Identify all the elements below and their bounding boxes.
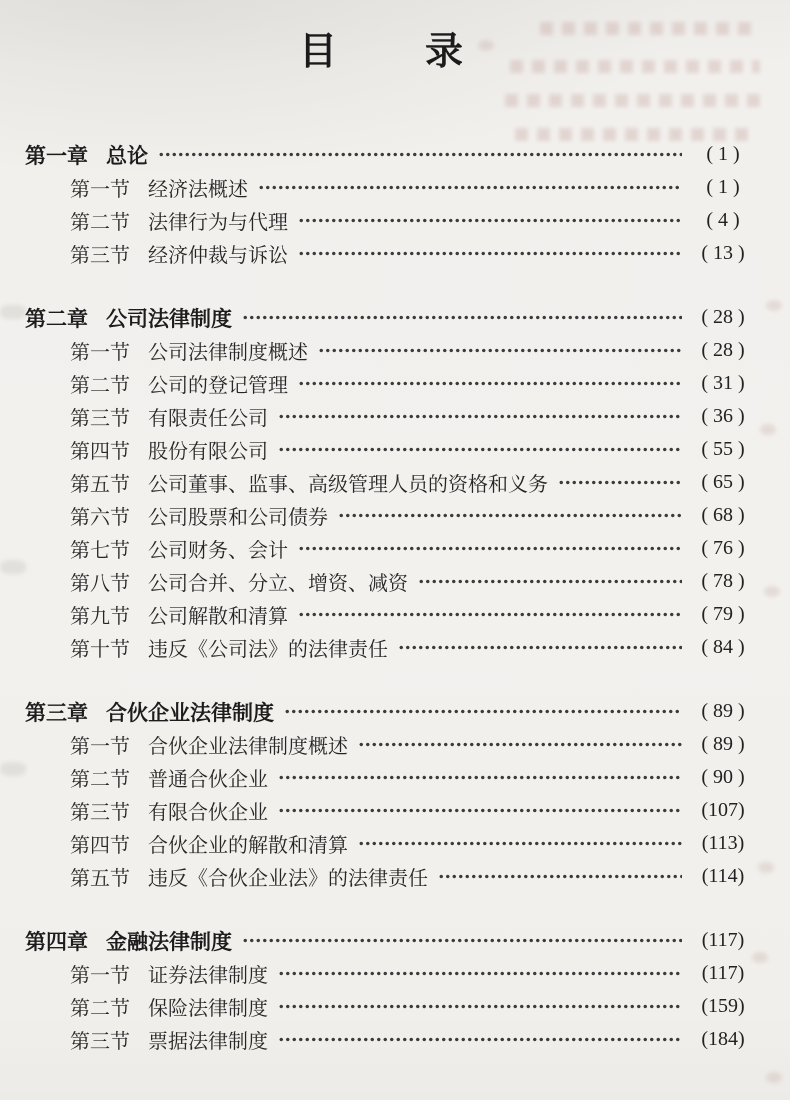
page-title: 目 录 (298, 31, 467, 73)
entry-page-number: (107) (701, 799, 745, 821)
entry-page-number: ( 13 ) (701, 242, 745, 264)
dot-leader (284, 695, 682, 728)
entry-page-number: ( 1 ) (706, 176, 740, 198)
toc-section-row (25, 631, 758, 664)
entry-page-number: ( 55 ) (701, 438, 745, 460)
toc-section-row (25, 204, 758, 237)
section-label: 第一节 (70, 736, 130, 758)
section-title: 保险法律制度 (148, 998, 268, 1020)
chapter-title: 金融法律制度 (106, 929, 232, 954)
entry-page-number: ( 65 ) (701, 471, 745, 493)
toc-section-row (25, 400, 758, 433)
section-label: 第三节 (70, 408, 130, 430)
bleedthrough-artifact (0, 762, 26, 776)
toc-section-row (25, 433, 758, 466)
entry-page-number: ( 28 ) (701, 339, 745, 361)
section-title: 违反《合伙企业法》的法律责任 (148, 868, 428, 890)
section-title: 公司法律制度概述 (148, 342, 308, 364)
toc-section-row (25, 466, 758, 499)
dot-leader (318, 334, 682, 367)
entry-page-number: ( 4 ) (706, 209, 740, 231)
dot-leader (298, 367, 682, 400)
dot-leader (358, 827, 682, 860)
toc-section-row (25, 860, 758, 893)
bleedthrough-artifact (764, 586, 780, 597)
section-title: 违反《公司法》的法律责任 (148, 639, 388, 661)
section-title: 公司财务、会计 (148, 540, 288, 562)
dot-leader (298, 237, 682, 270)
section-title: 有限责任公司 (148, 408, 268, 430)
chapter-label: 第三章 (25, 700, 88, 725)
section-label: 第二节 (70, 998, 130, 1020)
entry-page-number: ( 79 ) (701, 603, 745, 625)
bleedthrough-artifact (0, 305, 26, 319)
toc-section-row (25, 794, 758, 827)
bleedthrough-artifact (766, 300, 782, 311)
dot-leader (438, 860, 682, 893)
bleedthrough-artifact (505, 94, 760, 107)
section-title: 合伙企业法律制度概述 (148, 736, 348, 758)
chapter-label: 第四章 (25, 929, 88, 954)
section-title: 经济仲裁与诉讼 (148, 245, 288, 267)
entry-page-number: ( 84 ) (701, 636, 745, 658)
section-title: 公司的登记管理 (148, 375, 288, 397)
section-label: 第二节 (70, 212, 130, 234)
title-area (0, 20, 790, 75)
section-label: 第八节 (70, 573, 130, 595)
section-label: 第十节 (70, 639, 130, 661)
entry-page-number: ( 89 ) (701, 733, 745, 755)
section-title: 票据法律制度 (148, 1031, 268, 1053)
dot-leader (158, 138, 682, 171)
dot-leader (418, 565, 682, 598)
chapter-title: 公司法律制度 (106, 306, 232, 331)
section-label: 第三节 (70, 245, 130, 267)
toc-chapter-row (25, 138, 758, 171)
entry-page-number: (113) (701, 832, 745, 854)
dot-leader (278, 761, 682, 794)
toc-section-row (25, 598, 758, 631)
section-title: 公司股票和公司债券 (148, 507, 328, 529)
toc-section-row (25, 367, 758, 400)
entry-page-number: ( 28 ) (701, 306, 745, 328)
entry-page-number: (184) (701, 1028, 745, 1050)
toc-chapter-row (25, 301, 758, 334)
toc-section-row (25, 990, 758, 1023)
toc-section-row (25, 1023, 758, 1056)
toc-section-row (25, 499, 758, 532)
entry-page-number: (117) (701, 962, 745, 984)
dot-leader (278, 957, 682, 990)
entry-page-number: ( 68 ) (701, 504, 745, 526)
toc-section-row (25, 171, 758, 204)
dot-leader (242, 301, 682, 334)
section-label: 第七节 (70, 540, 130, 562)
section-label: 第四节 (70, 835, 130, 857)
section-label: 第一节 (70, 179, 130, 201)
section-title: 普通合伙企业 (148, 769, 268, 791)
section-label: 第九节 (70, 606, 130, 628)
section-label: 第二节 (70, 769, 130, 791)
chapter-title: 总论 (106, 143, 148, 168)
section-label: 第四节 (70, 441, 130, 463)
dot-leader (358, 728, 682, 761)
section-label: 第三节 (70, 1031, 130, 1053)
dot-leader (298, 532, 682, 565)
toc-section-row (25, 334, 758, 367)
section-title: 证券法律制度 (148, 965, 268, 987)
toc-section-row (25, 728, 758, 761)
section-label: 第一节 (70, 965, 130, 987)
entry-page-number: (114) (701, 865, 745, 887)
entry-page-number: (117) (701, 929, 745, 951)
dot-leader (558, 466, 682, 499)
chapter-title: 合伙企业法律制度 (106, 700, 274, 725)
entry-page-number: (159) (701, 995, 745, 1017)
entry-page-number: ( 89 ) (701, 700, 745, 722)
section-title: 公司合并、分立、增资、减资 (148, 573, 408, 595)
dot-leader (398, 631, 682, 664)
dot-leader (298, 598, 682, 631)
entry-page-number: ( 36 ) (701, 405, 745, 427)
section-label: 第二节 (70, 375, 130, 397)
toc-list (25, 138, 758, 1056)
bleedthrough-artifact (766, 1072, 782, 1083)
dot-leader (278, 990, 682, 1023)
dot-leader (278, 1023, 682, 1056)
toc-section-row (25, 957, 758, 990)
entry-page-number: ( 90 ) (701, 766, 745, 788)
entry-page-number: ( 76 ) (701, 537, 745, 559)
bleedthrough-artifact (758, 862, 774, 873)
toc-section-row (25, 237, 758, 270)
bleedthrough-artifact (0, 560, 26, 574)
section-label: 第三节 (70, 802, 130, 824)
section-label: 第一节 (70, 342, 130, 364)
entry-page-number: ( 31 ) (701, 372, 745, 394)
section-title: 有限合伙企业 (148, 802, 268, 824)
section-title: 公司解散和清算 (148, 606, 288, 628)
section-title: 经济法概述 (148, 179, 248, 201)
entry-page-number: ( 1 ) (706, 143, 740, 165)
entry-page-number: ( 78 ) (701, 570, 745, 592)
dot-leader (278, 794, 682, 827)
section-title: 股份有限公司 (148, 441, 268, 463)
toc-section-row (25, 565, 758, 598)
section-label: 第五节 (70, 474, 130, 496)
section-label: 第五节 (70, 868, 130, 890)
toc-section-row (25, 761, 758, 794)
dot-leader (278, 433, 682, 466)
chapter-label: 第二章 (25, 306, 88, 331)
toc-chapter-row (25, 924, 758, 957)
toc-section-row (25, 532, 758, 565)
bleedthrough-artifact (760, 424, 776, 435)
dot-leader (338, 499, 682, 532)
toc-section-row (25, 827, 758, 860)
section-title: 法律行为与代理 (148, 212, 288, 234)
section-label: 第六节 (70, 507, 130, 529)
dot-leader (258, 171, 682, 204)
dot-leader (278, 400, 682, 433)
section-title: 合伙企业的解散和清算 (148, 835, 348, 857)
dot-leader (242, 924, 682, 957)
dot-leader (298, 204, 682, 237)
toc-chapter-row (25, 695, 758, 728)
chapter-label: 第一章 (25, 143, 88, 168)
section-title: 公司董事、监事、高级管理人员的资格和义务 (148, 474, 548, 496)
